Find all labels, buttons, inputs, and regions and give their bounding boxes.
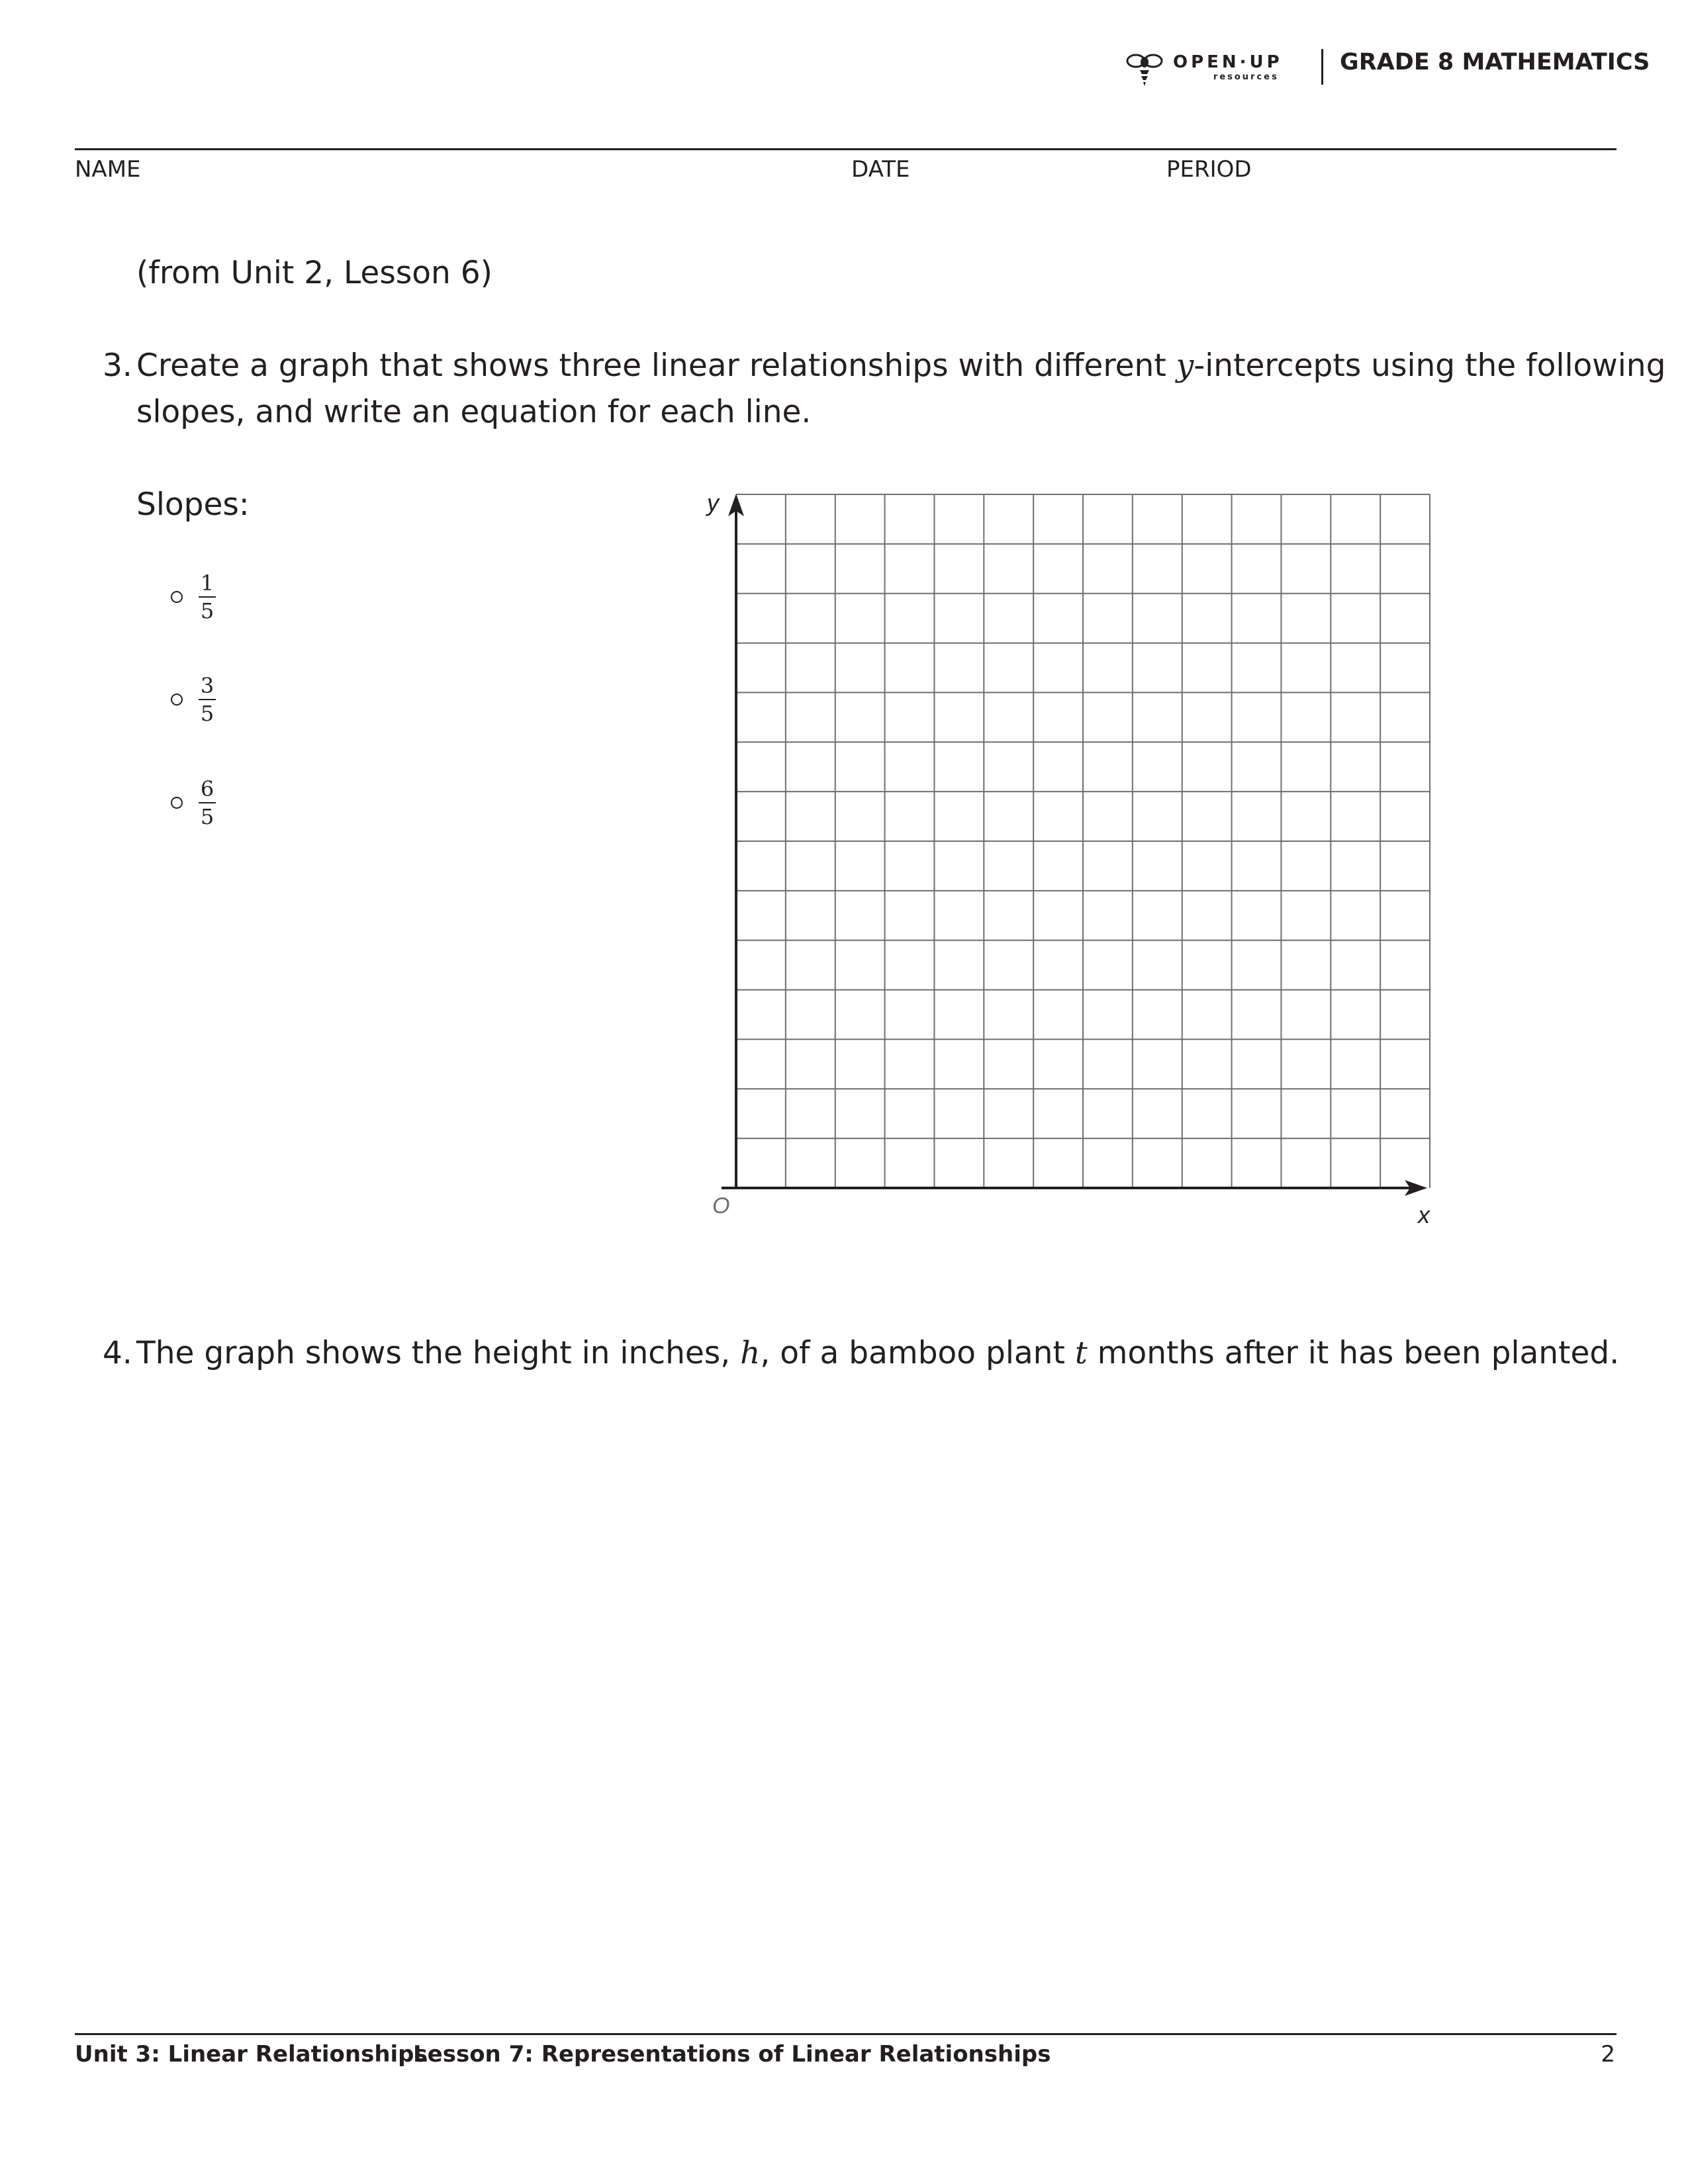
footer-lesson: Lesson 7: Representations of Linear Relationships bbox=[413, 2041, 1051, 2068]
slope-fraction bbox=[199, 570, 216, 623]
publisher-logo bbox=[1125, 48, 1283, 87]
question-3-number: 3. bbox=[103, 347, 132, 384]
date-label: DATE bbox=[851, 156, 910, 183]
bullet-icon bbox=[171, 591, 183, 603]
slopes-label: Slopes: bbox=[136, 486, 250, 523]
question-3-text-line-1 bbox=[136, 343, 1665, 389]
fraction-bar bbox=[199, 699, 216, 700]
origin-label: O bbox=[712, 1193, 730, 1218]
fraction-numerator: 3 bbox=[200, 673, 214, 698]
fraction-denominator: 5 bbox=[200, 701, 214, 726]
blank-coordinate-grid bbox=[695, 483, 1450, 1238]
name-line bbox=[75, 148, 1617, 150]
q4-text-part-3: months after it has been planted. bbox=[1087, 1335, 1620, 1371]
fraction-denominator: 5 bbox=[200, 804, 214, 829]
header-divider bbox=[1321, 49, 1323, 85]
logo-wordmark: OPEN·UP bbox=[1173, 52, 1283, 72]
bullet-icon bbox=[171, 797, 183, 809]
slope-fraction bbox=[199, 776, 216, 829]
footer-rule bbox=[75, 2033, 1617, 2035]
slope-item bbox=[171, 776, 216, 829]
source-note: (from Unit 2, Lesson 6) bbox=[136, 255, 493, 291]
bee-icon bbox=[1125, 48, 1164, 87]
grid-svg bbox=[695, 483, 1450, 1238]
question-3-text-line-2: slopes, and write an equation for each line. bbox=[136, 394, 812, 430]
fraction-numerator: 6 bbox=[200, 776, 214, 801]
x-axis-label: x bbox=[1418, 1201, 1430, 1228]
slope-fraction bbox=[199, 673, 216, 726]
name-label: NAME bbox=[75, 156, 141, 183]
q4-variable-h: h bbox=[740, 1335, 761, 1371]
fraction-denominator: 5 bbox=[200, 598, 214, 623]
question-4-text bbox=[136, 1330, 1619, 1377]
logo-subtext: resources bbox=[1213, 72, 1279, 82]
grid-lines bbox=[736, 494, 1430, 1188]
period-label: PERIOD bbox=[1166, 156, 1252, 183]
fraction-bar bbox=[199, 596, 216, 598]
q4-text-part-2: , of a bamboo plant bbox=[760, 1335, 1075, 1371]
slope-item bbox=[171, 673, 216, 726]
footer-unit: Unit 3: Linear Relationships bbox=[75, 2041, 428, 2068]
course-title: GRADE 8 MATHEMATICS bbox=[1340, 49, 1650, 75]
bullet-icon bbox=[171, 694, 183, 705]
slope-item bbox=[171, 570, 216, 623]
q3-text-part-1: Create a graph that shows three linear relationships with different bbox=[136, 347, 1176, 384]
q3-text-part-2: -intercepts using the following bbox=[1194, 347, 1666, 384]
y-axis-label: y bbox=[707, 489, 719, 516]
q4-text-part-1: The graph shows the height in inches, bbox=[136, 1335, 741, 1371]
question-4-number: 4. bbox=[103, 1335, 132, 1371]
q4-variable-t: t bbox=[1074, 1335, 1088, 1371]
fraction-bar bbox=[199, 802, 216, 803]
fraction-numerator: 1 bbox=[200, 570, 214, 596]
q3-variable-y: y bbox=[1176, 347, 1194, 384]
page-number: 2 bbox=[1601, 2041, 1615, 2068]
